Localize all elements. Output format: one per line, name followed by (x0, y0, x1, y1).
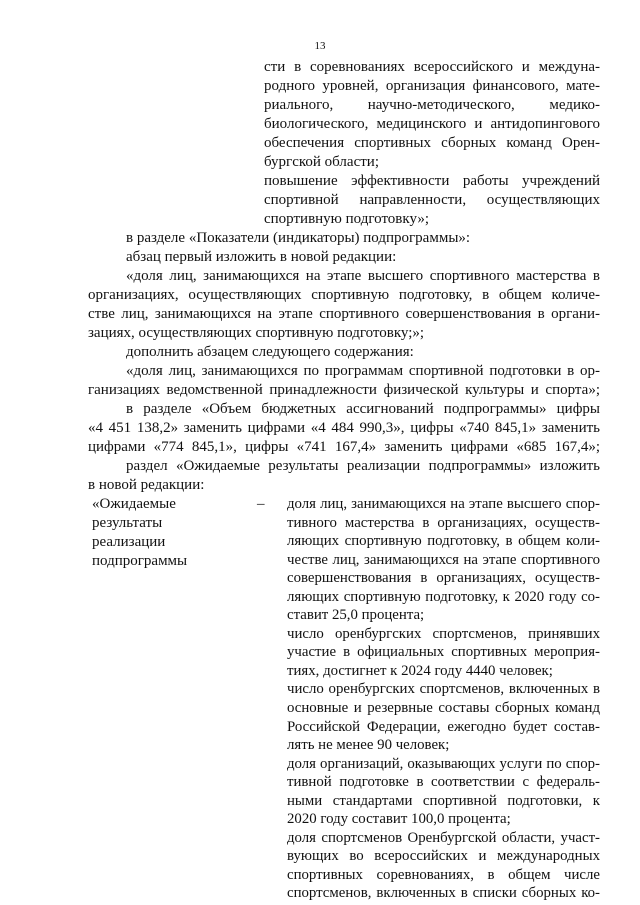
results-line: ляющих спортивную подготовку, в общем коли- (287, 533, 600, 550)
page-number: 13 (314, 40, 326, 52)
results-line: тивного мастерства в организациях, осуществ- (287, 514, 600, 531)
results-line: число оренбургских спортсменов, принявших (287, 625, 600, 642)
results-line: 2020 году составит 100,0 процента; (287, 811, 511, 828)
section-heading-line: реализации (92, 534, 166, 550)
results-line: лять не менее 90 человек; (287, 737, 450, 754)
paragraph-line: цифрами «774 845,1», цифры «741 167,4» заменить цифрами «685 167,4»; (88, 439, 600, 455)
paragraph-line: в разделе «Показатели (индикаторы) подпрограммы»: (126, 230, 471, 246)
results-line: доля лиц, занимающихся на этапе высшего спор- (287, 496, 600, 512)
results-line: тиях, достигнет к 2024 году 4440 человек; (287, 662, 553, 679)
results-line: вующих во всероссийских и международных (287, 848, 600, 865)
paragraph-line: ганизациях ведомственной принадлежности физической культуры и спорта»; (88, 382, 600, 398)
paragraph-line: «доля лиц, занимающихся по программам спортивной подготовки в ор- (126, 363, 600, 379)
paragraph-line: в разделе «Объем бюджетных ассигнований подпрограммы» цифры (126, 401, 600, 417)
results-line: участие в официальных спортивных мероприя- (287, 644, 600, 661)
text-line: риального, научно-методического, медико- (264, 97, 600, 113)
text-line: сти в соревнованиях всероссийского и междуна- (264, 59, 600, 75)
results-line: ставит 25,0 процента; (287, 607, 425, 624)
results-line: число оренбургских спортсменов, включенных в (287, 681, 600, 698)
paragraph-line: организациях, осуществляющих спортивную подготовку, в общем количе- (88, 287, 600, 303)
results-line: совершенствования в организациях, осуществ- (287, 570, 600, 587)
results-line: доля спортсменов Оренбургской области, участ- (287, 829, 600, 846)
paragraph-line: в новой редакции: (88, 477, 205, 493)
results-line: спортсменов, включенных в списки сборных ко- (287, 885, 600, 902)
paragraph-line: стве лиц, занимающихся на этапе спортивного совершенствования в органи- (88, 306, 600, 322)
results-line: спортивных соревнованиях, в общем числе (287, 866, 600, 883)
results-line: тивной подготовке в соответствии с федераль- (287, 774, 600, 791)
paragraph-line: зациях, осуществляющих спортивную подготовку;»; (88, 325, 425, 341)
text-line: обеспечения спортивных сборных команд Орен- (264, 135, 600, 151)
results-line: доля организаций, оказывающих услуги по спор- (287, 755, 600, 772)
text-line: биологического, медицинского и антидопингового (264, 116, 600, 132)
section-heading-line: подпрограммы (92, 553, 188, 569)
text-line: бургской области; (264, 154, 379, 170)
text-line: спортивной направленности, осуществляющих (264, 192, 600, 208)
paragraph-line: «4 451 138,2» заменить цифрами «4 484 990,3», цифры «740 845,1» заменить (88, 420, 600, 436)
text-line: спортивную подготовку»; (264, 211, 429, 227)
results-line: Российской Федерации, ежегодно будет состав- (287, 718, 600, 735)
paragraph-line: раздел «Ожидаемые результаты реализации подпрограммы» изложить (126, 458, 600, 474)
section-heading-line: «Ожидаемые (92, 496, 176, 512)
results-line: ными стандартами спортивной подготовки, к (287, 792, 600, 809)
results-line: основные и резервные составы сборных команд (287, 700, 600, 716)
paragraph-line: абзац первый изложить в новой редакции: (126, 249, 397, 265)
paragraph-line: «доля лиц, занимающихся на этапе высшего спортивного мастерства в (126, 268, 600, 284)
dash-separator: – (257, 496, 265, 512)
results-line: честве лиц, занимающихся на этапе спортивного (287, 551, 600, 568)
results-line: ляющих спортивную подготовку, к 2020 году со- (287, 588, 600, 605)
section-heading-line: результаты (92, 515, 163, 531)
text-line: повышение эффективности работы учреждений (264, 173, 600, 189)
text-line: родного уровней, организация финансового, мате- (264, 78, 600, 94)
paragraph-line: дополнить абзацем следующего содержания: (126, 344, 414, 360)
